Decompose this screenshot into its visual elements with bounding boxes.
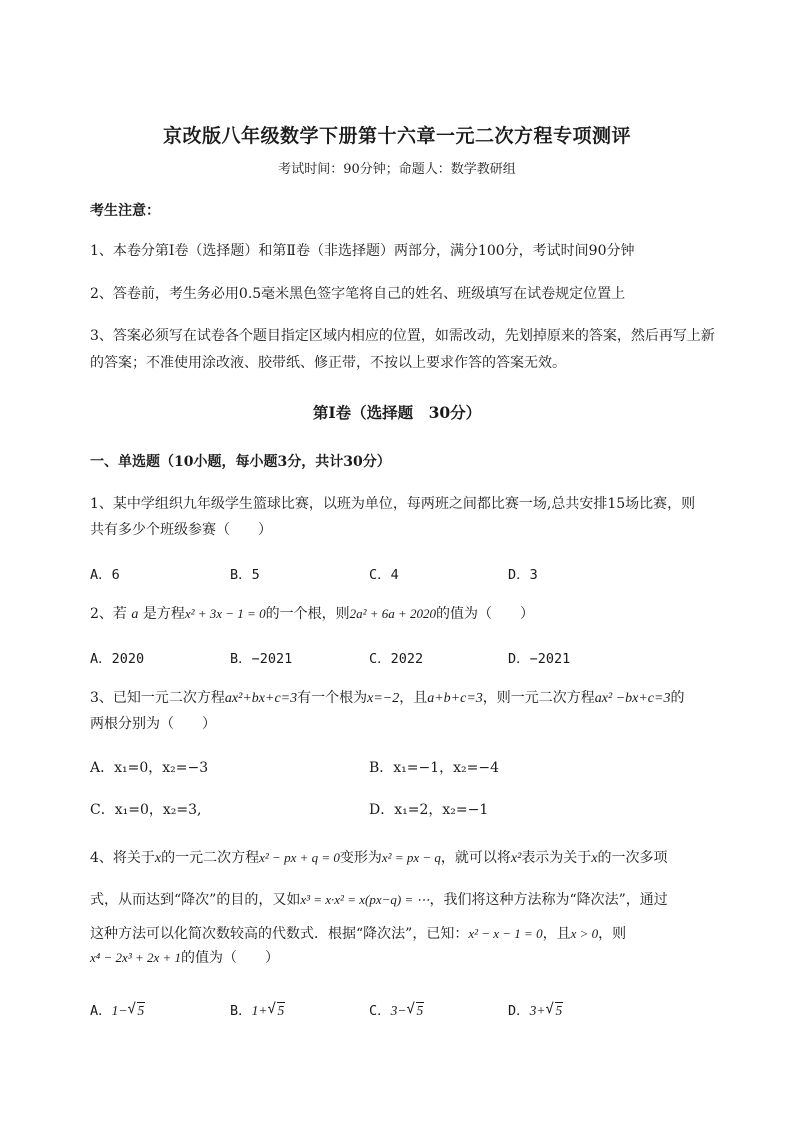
- q4-l1f: 的一次多项: [597, 850, 668, 866]
- q3-equation1: ax²+bx+c=3: [224, 691, 298, 706]
- q3-option-d[interactable]: D．x₁=2，x₂=−1: [369, 802, 489, 818]
- q4-option-c-radicand: 5: [416, 1003, 424, 1018]
- q1-stem-line1: 1、某中学组织九年级学生篮球比赛，以班为单位，每两班之间都比赛一场,总共安排15场比赛，则: [90, 496, 696, 512]
- q2-option-c[interactable]: C．2022: [369, 651, 424, 667]
- q3-equation2: ax² −bx+c=3: [594, 691, 671, 706]
- q4-option-b-radicand: 5: [277, 1003, 285, 1018]
- q3-stem-line1: [90, 687, 684, 707]
- q4-l3c: ，则: [598, 926, 627, 942]
- notice-item-3-cont: 的答案；不准使用涂改液、胶带纸、修正带，不按以上要求作答的答案无效。: [90, 355, 566, 371]
- q4-option-c-value: 3−: [390, 1003, 407, 1018]
- q3-p1: 3、已知一元二次方程: [90, 690, 225, 706]
- q4-option-a-label: A．: [90, 1003, 112, 1019]
- q4-option-d-value: 3+: [529, 1003, 546, 1018]
- q4-stem-line2: [90, 889, 668, 909]
- q4-option-a[interactable]: [90, 999, 145, 1019]
- q4-option-c[interactable]: [369, 999, 424, 1019]
- sqrt-icon: [546, 1003, 564, 1019]
- q3-p3: ，且: [399, 690, 428, 706]
- q1-stem-line2: 共有多少个班级参赛（ ）: [90, 522, 272, 538]
- q2-equation: x² + 3x − 1 = 0: [184, 606, 266, 621]
- q4-l3b: ，且: [542, 926, 571, 942]
- q4-option-b-value: 1+: [251, 1003, 268, 1018]
- q2-option-d[interactable]: D．−2021: [508, 651, 571, 667]
- q3-p5: 的: [670, 690, 685, 706]
- q4-l3a: 这种方法可以化简次数较高的代数式．根据“降次法”，已知：: [90, 926, 469, 942]
- page-title: 京改版八年级数学下册第十六章一元二次方程专项测评: [162, 125, 631, 147]
- q4-option-a-radicand: 5: [137, 1003, 145, 1018]
- q4-stem-line1: 4、将关于x的一元二次方程x² − px + q = 0变形为x² = px − q，就可以将x²表示为关于x的一次多项: [90, 850, 668, 866]
- q4-l1e: 表示为关于: [521, 850, 592, 866]
- notice-item-3: 3、答案必须写在试卷各个题目指定区域内相应的位置，如需改动，先划掉原来的答案，然后再写上新: [90, 328, 715, 344]
- q4-l2a: 式，从而达到“降次”的目的，又如: [90, 892, 301, 908]
- q4-l4b: 的值为（ ）: [181, 950, 280, 966]
- question-group-heading: 一、单选题（10小题，每小题3分，共计30分）: [90, 454, 391, 470]
- q4-l1c: 变形为: [339, 850, 382, 866]
- q3-p4: ，则一元二次方程: [482, 690, 595, 706]
- q2-option-b[interactable]: B．−2021: [230, 651, 293, 667]
- q3-option-a[interactable]: A．x₁=0，x₂=−3: [90, 760, 209, 776]
- q4-l1b: 的一元二次方程: [161, 850, 260, 866]
- q3-option-c[interactable]: C．x₁=0，x₂=3,: [90, 802, 202, 818]
- q4-l1a: 4、将关于: [90, 850, 155, 866]
- sqrt-icon: [407, 1003, 425, 1019]
- q4-equation1: x² − px + q = 0: [259, 850, 340, 865]
- q4-equation4: x² − x − 1 = 0: [468, 926, 543, 941]
- q4-equation3: x³ = x·x² = x(px−q) = ⋯: [300, 892, 430, 907]
- notice-item-1: 1、本卷分第I卷（选择题）和第Ⅱ卷（非选择题）两部分，满分100分，考试时间90分钟: [90, 243, 635, 259]
- q4-condition: x > 0: [570, 926, 599, 941]
- section-title: 第I卷（选择题 30分）: [312, 403, 482, 422]
- q1-option-c[interactable]: C．4: [369, 567, 399, 583]
- q3-stem-line2: 两根分别为（ ）: [90, 716, 216, 732]
- q4-l2b: ，我们将这种方法称为“降次法”，通过: [429, 892, 668, 908]
- q4-option-d-radicand: 5: [555, 1003, 563, 1018]
- q4-option-d[interactable]: [508, 999, 563, 1019]
- q1-option-b[interactable]: B．5: [230, 567, 260, 583]
- q2-option-a[interactable]: A．2020: [90, 651, 145, 667]
- q4-l1d: ，就可以将: [440, 850, 511, 866]
- q1-option-a[interactable]: A．6: [90, 567, 120, 583]
- q3-condition: a+b+c=3: [427, 691, 483, 706]
- q2-expression: 2a² + 6a + 2020: [349, 606, 437, 621]
- q2-mid1: 是方程: [142, 606, 185, 622]
- notice-item-2: 2、答卷前，考生务必用0.5毫米黑色签字笔将自己的姓名、班级填写在试卷规定位置上: [90, 286, 626, 302]
- q3-option-b[interactable]: B．x₁=−1，x₂=−4: [369, 760, 500, 776]
- q4-option-d-label: D．: [508, 1003, 530, 1019]
- q3-p2: 有一个根为: [297, 690, 368, 706]
- sqrt-icon: [128, 1003, 146, 1019]
- q4-option-a-value: 1−: [111, 1003, 128, 1018]
- q2-stem: [90, 603, 534, 623]
- q2-prefix: 2、若: [90, 606, 127, 622]
- q4-stem-line4: [90, 947, 279, 967]
- q4-expression: x⁴ − 2x³ + 2x + 1: [90, 950, 182, 965]
- q4-option-b-label: B．: [230, 1003, 252, 1019]
- q4-option-b[interactable]: [230, 999, 285, 1019]
- q1-option-d[interactable]: D．3: [508, 567, 538, 583]
- sqrt-icon: [268, 1003, 286, 1019]
- q4-equation2: x² = px − q: [381, 850, 441, 865]
- notice-heading: 考生注意：: [90, 203, 160, 219]
- q2-mid2: 的一个根，则: [265, 606, 350, 622]
- exam-subtitle: 考试时间：90分钟；命题人：数学教研组: [278, 162, 516, 177]
- q3-root: x=−2: [367, 691, 400, 706]
- q4-option-c-label: C．: [369, 1003, 391, 1019]
- q2-var: a: [131, 607, 139, 622]
- q4-stem-line3: [90, 923, 626, 943]
- q2-suffix: 的值为（ ）: [436, 606, 535, 622]
